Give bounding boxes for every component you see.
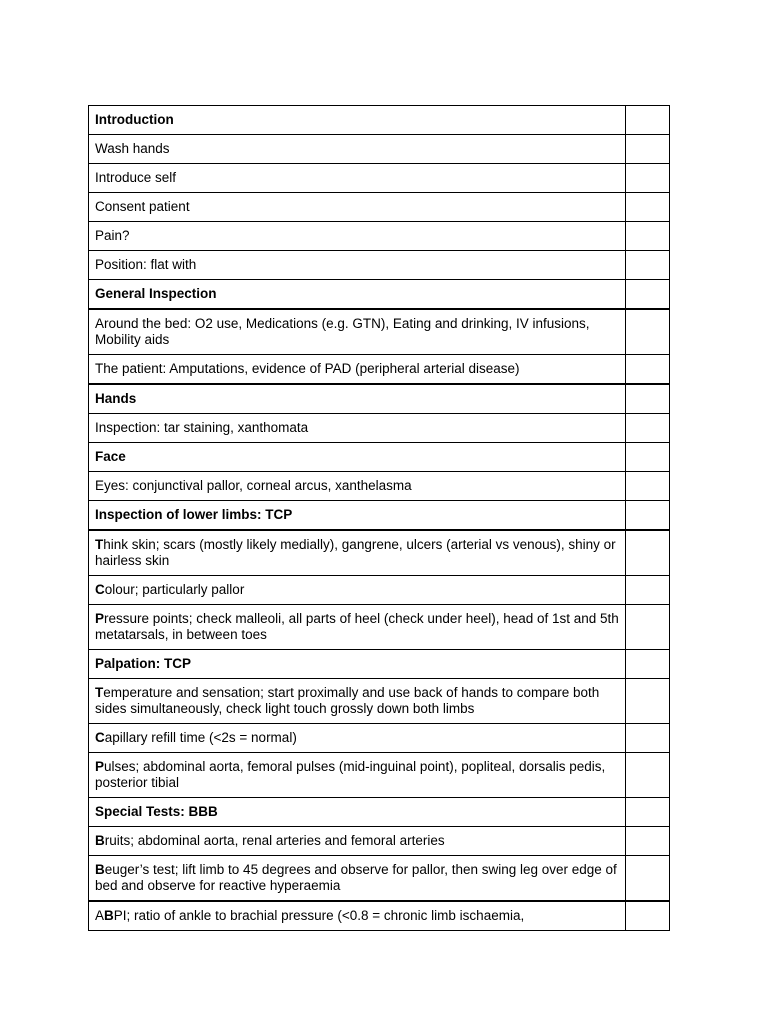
section-header-cell: Palpation: TCP <box>89 650 626 679</box>
mnemonic-letter: B <box>95 862 105 877</box>
checkbox-cell[interactable] <box>626 164 670 193</box>
checklist-row <box>89 164 670 193</box>
checkbox-cell[interactable] <box>626 530 670 576</box>
checkbox-cell[interactable] <box>626 724 670 753</box>
checklist-row <box>89 472 670 501</box>
checklist-item-rest: emperature and sensation; start proximally and use back of hands to compare both sides simultaneously, check light touch grossly down both limbs <box>95 685 600 716</box>
checklist-row <box>89 414 670 443</box>
mnemonic-letter: P <box>95 611 105 626</box>
mnemonic-letter: T <box>95 685 104 700</box>
checkbox-cell[interactable] <box>626 106 670 135</box>
checklist-row <box>89 135 670 164</box>
mnemonic-letter: C <box>95 730 105 745</box>
checklist-row <box>89 576 670 605</box>
checkbox-cell[interactable] <box>626 309 670 355</box>
checkbox-cell[interactable] <box>626 827 670 856</box>
section-header-row <box>89 384 670 414</box>
section-header-cell: Introduction <box>89 106 626 135</box>
checkbox-cell[interactable] <box>626 135 670 164</box>
checkbox-cell[interactable] <box>626 472 670 501</box>
checklist-item-rest: ressure points; check malleoli, all parts of heel (check under heel), head of 1st and 5th metatarsals, in between toes <box>95 611 619 642</box>
section-header-row <box>89 798 670 827</box>
checklist-item-text: Introduce self <box>89 164 626 193</box>
checklist-row <box>89 530 670 576</box>
checkbox-cell[interactable] <box>626 443 670 472</box>
checkbox-cell[interactable] <box>626 753 670 798</box>
checkbox-cell[interactable] <box>626 501 670 531</box>
checklist-item-text: Consent patient <box>89 193 626 222</box>
mnemonic-letter: B <box>104 908 114 923</box>
checklist-item-text: The patient: Amputations, evidence of PAD (peripheral arterial disease) <box>89 355 626 385</box>
section-header-row <box>89 280 670 310</box>
checklist-item-text <box>89 827 626 856</box>
checklist-row <box>89 193 670 222</box>
checkbox-cell[interactable] <box>626 605 670 650</box>
checklist-item-text: Around the bed: O2 use, Medications (e.g. GTN), Eating and drinking, IV infusions, Mobility aids <box>89 309 626 355</box>
section-header-row <box>89 443 670 472</box>
checkbox-cell[interactable] <box>626 280 670 310</box>
checkbox-cell[interactable] <box>626 414 670 443</box>
checklist-row <box>89 355 670 385</box>
checkbox-cell[interactable] <box>626 222 670 251</box>
checklist-row <box>89 679 670 724</box>
checklist-item-text: Eyes: conjunctival pallor, corneal arcus, xanthelasma <box>89 472 626 501</box>
checkbox-cell[interactable] <box>626 901 670 931</box>
checklist-item-rest: apillary refill time (<2s = normal) <box>104 730 297 745</box>
section-header-cell: Inspection of lower limbs: TCP <box>89 501 626 531</box>
checklist-row <box>89 827 670 856</box>
checklist-item-rest: ruits; abdominal aorta, renal arteries and femoral arteries <box>104 833 445 848</box>
checklist-item-text: Position: flat with <box>89 251 626 280</box>
checklist-item-rest: euger’s test; lift limb to 45 degrees and observe for pallor, then swing leg over edge of bed and observe for reactive hyperaemia <box>95 862 617 893</box>
checkbox-cell[interactable] <box>626 856 670 902</box>
checklist-item-text <box>89 679 626 724</box>
checklist-row <box>89 901 670 931</box>
checklist-item-text <box>89 576 626 605</box>
section-header-cell: Face <box>89 443 626 472</box>
section-header-cell: General Inspection <box>89 280 626 310</box>
checklist-row <box>89 222 670 251</box>
section-header-row <box>89 501 670 531</box>
mnemonic-letter: C <box>95 582 105 597</box>
section-header-cell: Hands <box>89 384 626 414</box>
mnemonic-letter: B <box>95 833 105 848</box>
checklist-item-text <box>89 724 626 753</box>
checkbox-cell[interactable] <box>626 355 670 385</box>
examination-checklist-table <box>88 105 670 931</box>
mnemonic-letter: P <box>95 759 105 774</box>
checkbox-cell[interactable] <box>626 576 670 605</box>
checklist-item-rest: ulses; abdominal aorta, femoral pulses (mid-inguinal point), popliteal, dorsalis pedis, posterior tibial <box>95 759 606 790</box>
checkbox-cell[interactable] <box>626 384 670 414</box>
checklist-item-rest: hink skin; scars (mostly likely medially), gangrene, ulcers (arterial vs venous), shiny or hairless skin <box>95 537 616 568</box>
checklist-item-rest: PI; ratio of ankle to brachial pressure (<0.8 = chronic limb ischaemia, <box>113 908 525 923</box>
checklist-item-text: Pain? <box>89 222 626 251</box>
section-header-cell: Special Tests: BBB <box>89 798 626 827</box>
checklist-item-rest: olour; particularly pallor <box>104 582 245 597</box>
checklist-item-text <box>89 605 626 650</box>
checklist-row <box>89 605 670 650</box>
checklist-item-text <box>89 901 626 931</box>
checklist-row <box>89 309 670 355</box>
section-header-row <box>89 106 670 135</box>
checklist-row <box>89 856 670 902</box>
checkbox-cell[interactable] <box>626 679 670 724</box>
checklist-item-prefix: A <box>95 908 105 923</box>
checklist-item-text: Inspection: tar staining, xanthomata <box>89 414 626 443</box>
section-header-row <box>89 650 670 679</box>
checkbox-cell[interactable] <box>626 650 670 679</box>
checklist-item-text <box>89 856 626 902</box>
checklist-row <box>89 251 670 280</box>
checklist-row <box>89 724 670 753</box>
checklist-item-text: Wash hands <box>89 135 626 164</box>
checklist-row <box>89 753 670 798</box>
checkbox-cell[interactable] <box>626 798 670 827</box>
checklist-item-text <box>89 753 626 798</box>
mnemonic-letter: T <box>95 537 104 552</box>
checklist-item-text <box>89 530 626 576</box>
checkbox-cell[interactable] <box>626 193 670 222</box>
checkbox-cell[interactable] <box>626 251 670 280</box>
